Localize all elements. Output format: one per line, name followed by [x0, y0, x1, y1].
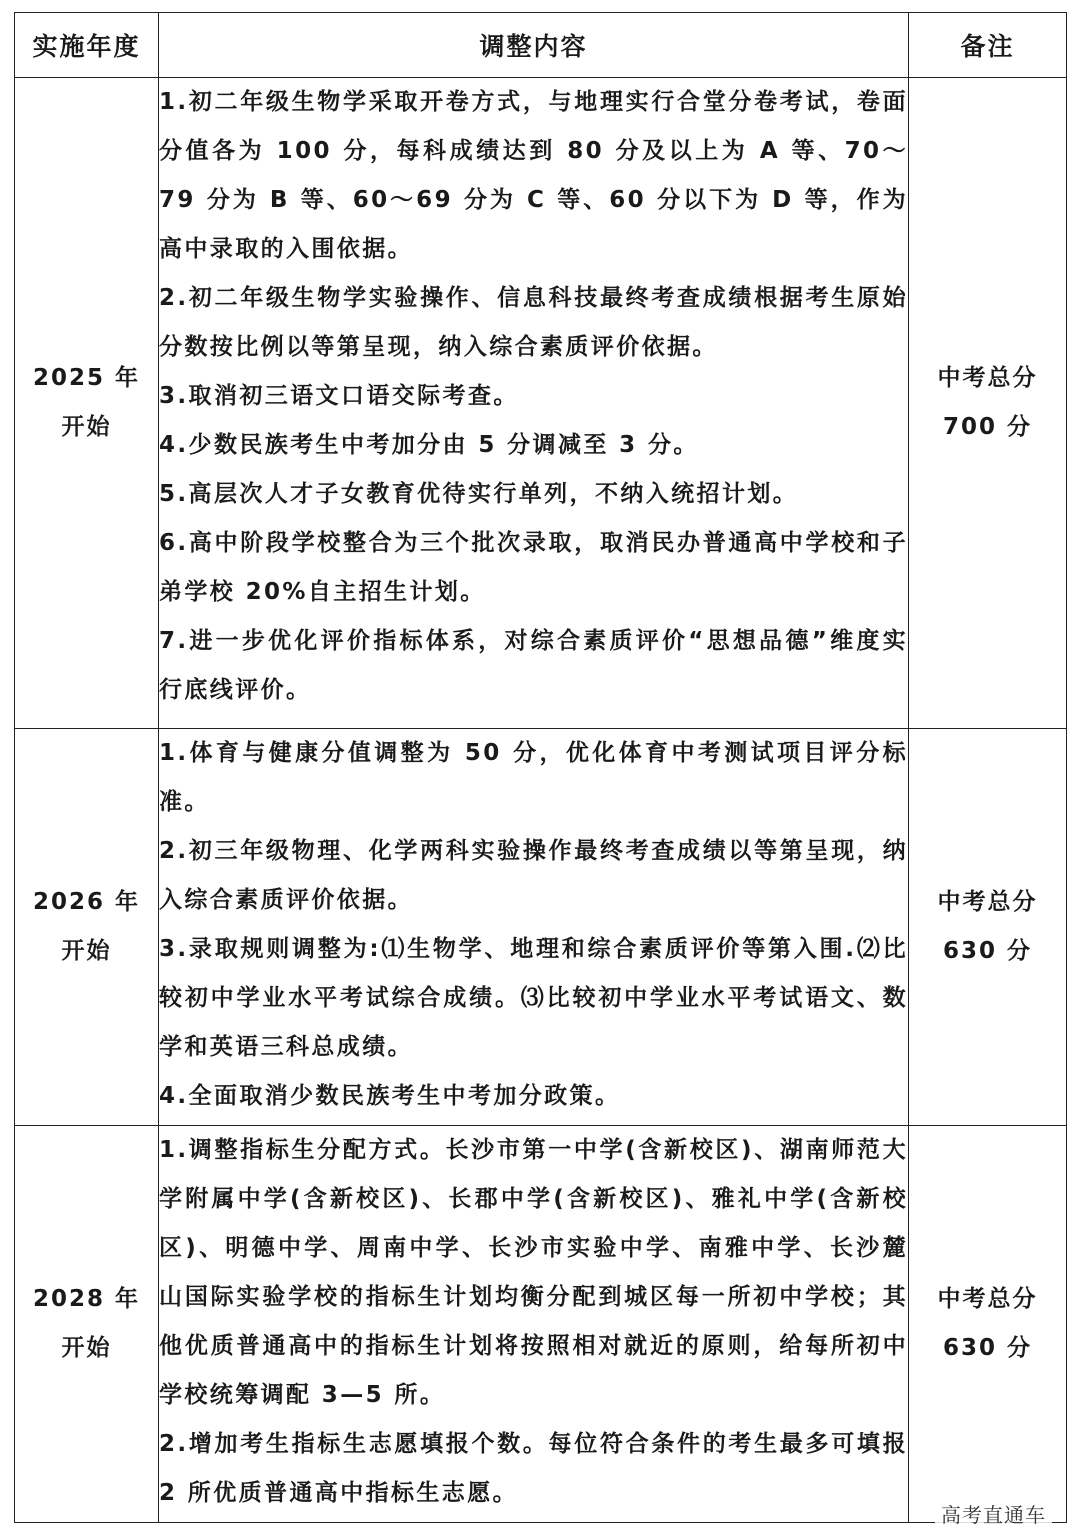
table-row-2028 — [15, 1126, 1067, 1523]
note-score: 630 分 — [942, 1335, 1033, 1361]
year-cell — [15, 78, 159, 729]
content-item: 1.调整指标生分配方式。长沙市第一中学(含新校区)、湖南师范大学附属中学(含新校区)、长郡中学(含新校区)、雅礼中学(含新校区)、明德中学、周南中学、长沙市实验中学、南雅中学、长沙麓山国际实验学校的指标生计划均衡分配到城区每一所初中学校；其他优质普通高中的指标生计划将按照相对就近的原则，给每所初中学校统筹调配 3—5 所。 — [159, 1137, 908, 1408]
year-label: 2025 年 — [32, 365, 141, 391]
note-label: 中考总分 — [937, 889, 1038, 915]
content-item: 4.全面取消少数民族考生中考加分政策。 — [159, 1083, 621, 1109]
content-item: 7.进一步优化评价指标体系，对综合素质评价“思想品德”维度实行底线评价。 — [159, 628, 908, 703]
header-note: 备注 — [909, 13, 1067, 78]
content-item: 6.高中阶段学校整合为三个批次录取，取消民办普通高中学校和子弟学校 20%自主招生计划。 — [159, 530, 908, 605]
table-row-2026 — [15, 729, 1067, 1126]
content-cell — [159, 78, 909, 729]
note-cell — [909, 78, 1067, 729]
header-year: 实施年度 — [15, 13, 159, 78]
year-start-label: 开始 — [61, 1335, 112, 1361]
year-start-label: 开始 — [61, 938, 112, 964]
content-item: 3.录取规则调整为:⑴生物学、地理和综合素质评价等第入围.⑵比较初中学业水平考试综合成绩。⑶比较初中学业水平考试语文、数学和英语三科总成绩。 — [159, 936, 908, 1060]
year-start-label: 开始 — [61, 414, 112, 440]
content-item: 4.少数民族考生中考加分由 5 分调减至 3 分。 — [159, 432, 699, 458]
table-row-2025 — [15, 78, 1067, 729]
note-score: 700 分 — [942, 414, 1033, 440]
content-item: 2.初三年级物理、化学两科实验操作最终考查成绩以等第呈现，纳入综合素质评价依据。 — [159, 838, 908, 913]
year-label: 2026 年 — [32, 889, 141, 915]
content-item: 2.初二年级生物学实验操作、信息科技最终考查成绩根据考生原始分数按比例以等第呈现，纳入综合素质评价依据。 — [159, 285, 908, 360]
table-header-row — [15, 13, 1067, 78]
note-cell — [909, 1126, 1067, 1523]
year-cell — [15, 1126, 159, 1523]
content-item: 2.增加考生指标生志愿填报个数。每位符合条件的考生最多可填报 2 所优质普通高中指标生志愿。 — [159, 1431, 908, 1506]
content-item: 3.取消初三语文口语交际考查。 — [159, 383, 519, 409]
year-cell — [15, 729, 159, 1126]
content-cell — [159, 1126, 909, 1523]
header-content: 调整内容 — [159, 13, 909, 78]
note-cell — [909, 729, 1067, 1126]
content-item: 1.体育与健康分值调整为 50 分，优化体育中考测试项目评分标准。 — [159, 740, 908, 815]
watermark: 高考直通车 — [935, 1497, 1052, 1530]
year-label: 2028 年 — [32, 1286, 141, 1312]
note-label: 中考总分 — [937, 1286, 1038, 1312]
content-cell — [159, 729, 909, 1126]
note-label: 中考总分 — [937, 365, 1038, 391]
content-item: 1.初二年级生物学采取开卷方式，与地理实行合堂分卷考试，卷面分值各为 100 分，每科成绩达到 80 分及以上为 A 等、70～79 分为 B 等、60～69 分为 C 等、60 分以下为 D 等，作为高中录取的入围依据。 — [159, 89, 908, 262]
note-score: 630 分 — [942, 938, 1033, 964]
content-item: 5.高层次人才子女教育优待实行单列，不纳入统招计划。 — [159, 481, 799, 507]
policy-table — [14, 12, 1067, 1523]
